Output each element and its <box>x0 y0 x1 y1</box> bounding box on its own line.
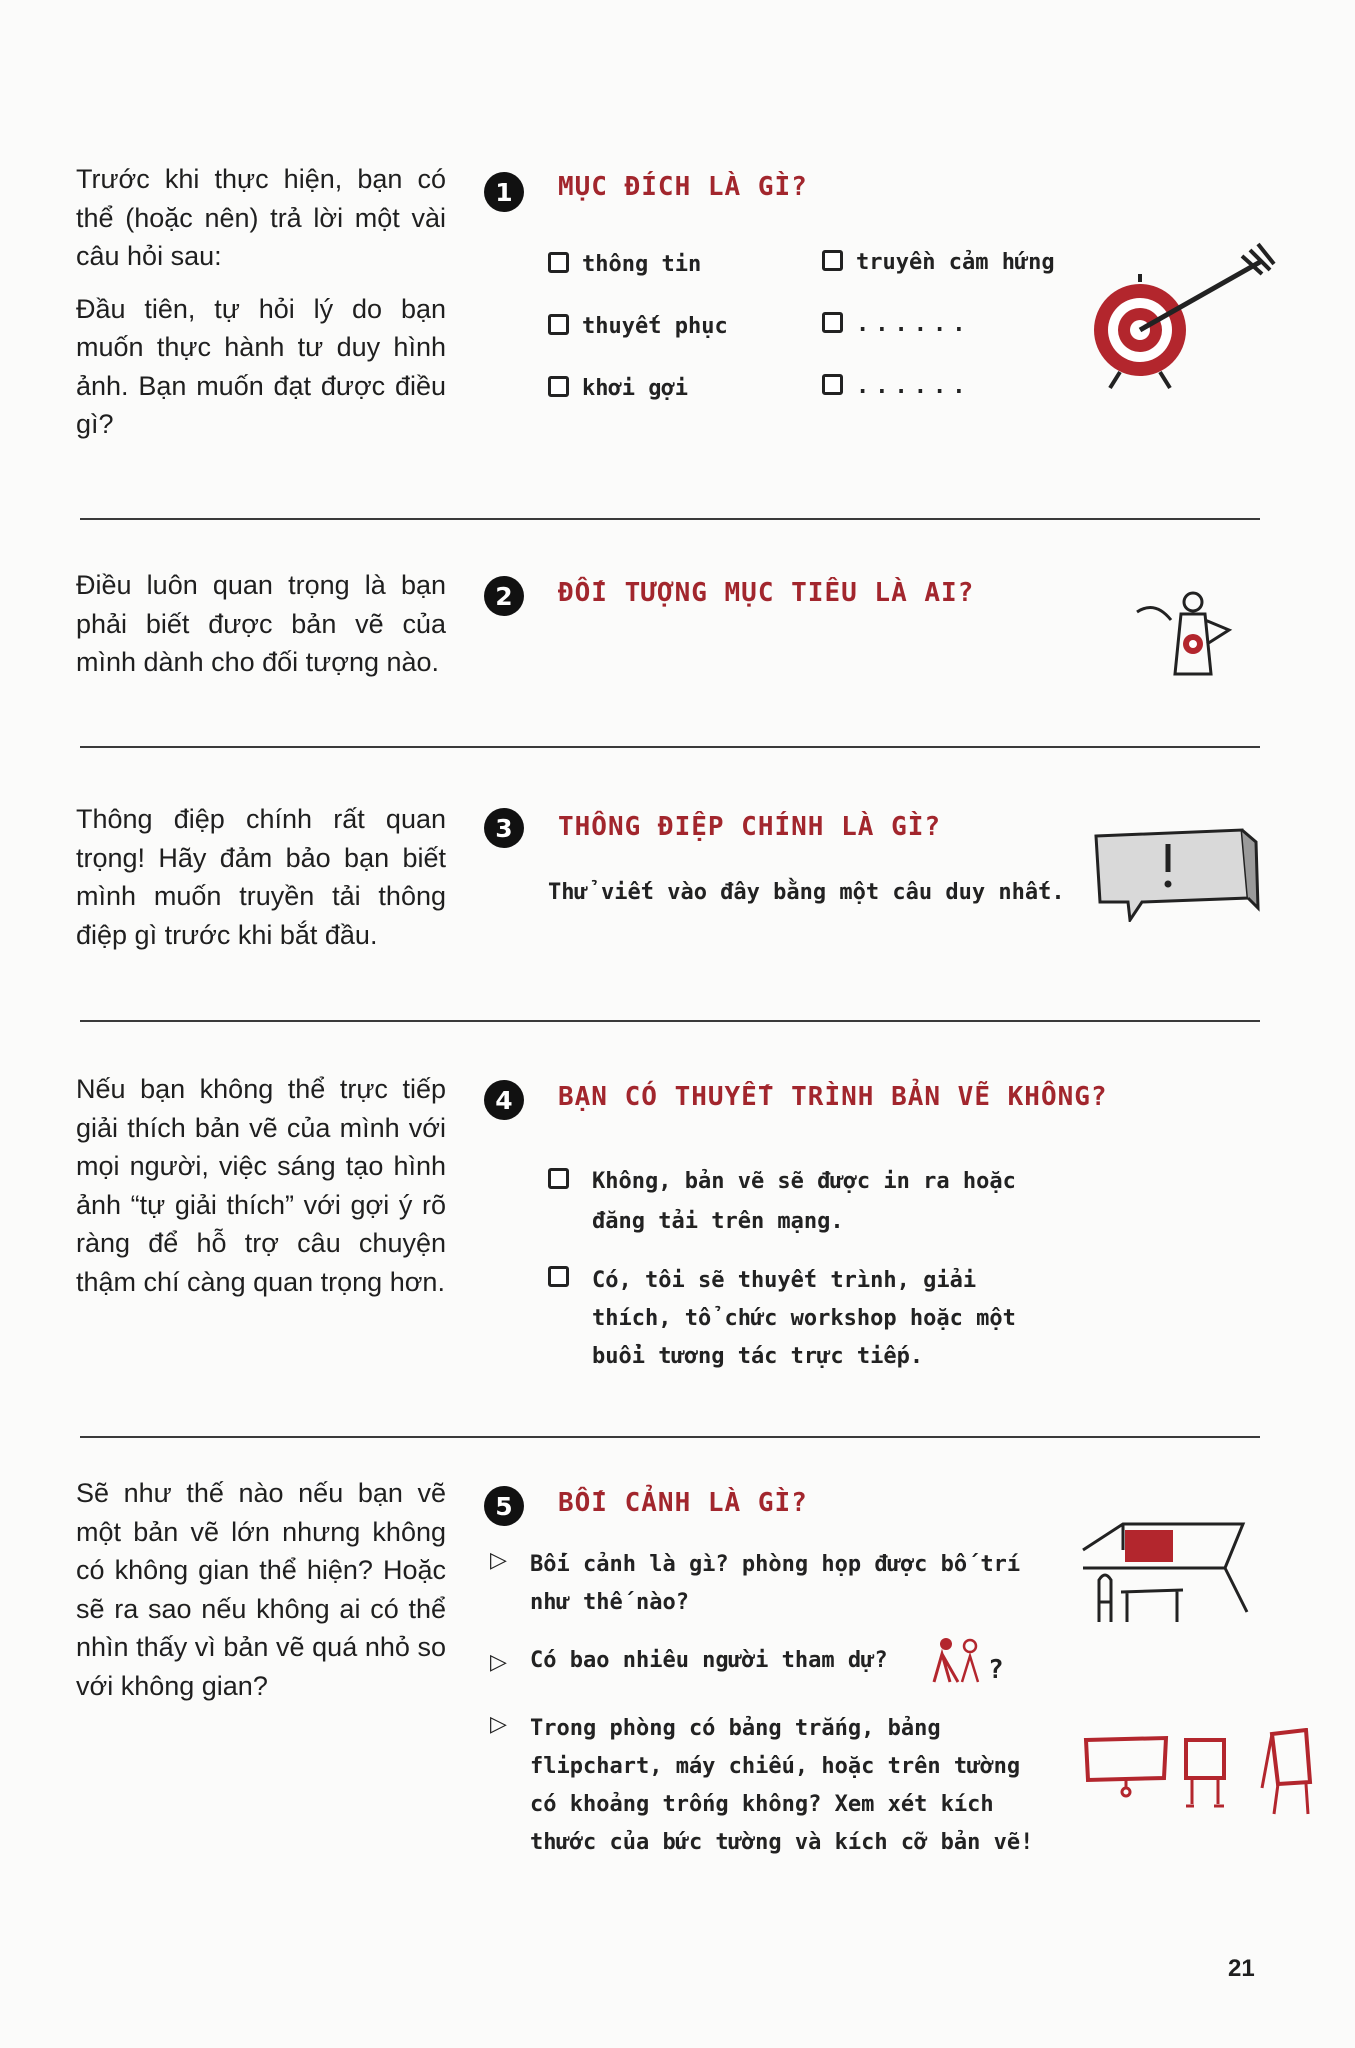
option-label: thuyết phục <box>582 314 728 339</box>
section-divider <box>80 518 1260 520</box>
page-number: 21 <box>1228 1955 1255 1982</box>
checkbox-inspire[interactable] <box>822 250 843 271</box>
section-4-heading: BẠN CÓ THUYẾT TRÌNH BẢN VẼ KHÔNG? <box>558 1082 1108 1112</box>
step-number-1: 1 <box>484 172 524 212</box>
intro-paragraph: Trước khi thực hiện, bạn có thể (hoặc nên) trả lời một vài câu hỏi sau: <box>76 164 446 271</box>
flipchart-icon <box>1258 1728 1314 1818</box>
audience-target-person-icon <box>1135 590 1235 680</box>
section-divider <box>80 1436 1260 1438</box>
section-4-intro <box>76 1070 446 1301</box>
bullet-triangle-icon: ▷ <box>490 1650 507 1675</box>
section-divider <box>80 1020 1260 1022</box>
option-label: truyền cảm hứng <box>856 250 1055 275</box>
section-3-heading: THÔNG ĐIỆP CHÍNH LÀ GÌ? <box>558 812 942 842</box>
bullet-triangle-icon: ▷ <box>490 1548 507 1573</box>
section-2-intro <box>76 566 446 682</box>
checkbox-evoke[interactable] <box>548 376 569 397</box>
meeting-room-icon <box>1075 1518 1255 1628</box>
context-bullet: Trong phòng có bảng trắng, bảng flipchart, máy chiếu, hoặc trên tường có khoảng trống không? Xem xét kích thước của bức tường và kích cỡ bản vẽ! <box>530 1716 1034 1855</box>
section-5-heading: BỐI CẢNH LÀ GÌ? <box>558 1488 808 1518</box>
intro-paragraph: Sẽ như thế nào nếu bạn vẽ một bản vẽ lớn nhưng không có không gian thể hiện? Hoặc sẽ ra sao nếu không ai có thể nhìn thấy vì bản vẽ quá nhỏ so với không gian? <box>76 1478 446 1701</box>
option-label: khơi gợi <box>582 376 688 401</box>
option-label: thông tin <box>582 252 702 277</box>
section-5-intro <box>76 1474 446 1705</box>
bullet-triangle-icon: ▷ <box>490 1712 507 1737</box>
step-number-4: 4 <box>484 1080 524 1120</box>
option-blank: ...... <box>856 374 972 399</box>
context-bullet: Bối cảnh là gì? phòng họp được bố trí như thế nào? <box>530 1552 1021 1615</box>
intro-paragraph: Điều luôn quan trọng là bạn phải biết được bản vẽ của mình dành cho đối tượng nào. <box>76 570 446 677</box>
section-divider <box>80 746 1260 748</box>
speech-bubble-exclamation-icon <box>1090 822 1260 922</box>
intro-paragraph: Nếu bạn không thể trực tiếp giải thích bản vẽ của mình với mọi người, việc sáng tạo hình ảnh “tự giải thích” với gợi ý rõ ràng để hỗ trợ câu chuyện thậm chí càng quan trọng hơn. <box>76 1074 446 1297</box>
step-number-5: 5 <box>484 1486 524 1526</box>
checkbox-information[interactable] <box>548 252 569 273</box>
option-blank: ...... <box>856 312 972 337</box>
context-bullet: Có bao nhiêu người tham dự? <box>530 1648 888 1673</box>
step-number-2: 2 <box>484 576 524 616</box>
checkbox-persuade[interactable] <box>548 314 569 335</box>
option-label: Có, tôi sẽ thuyết trình, giải thích, tổ chức workshop hoặc một buổi tương tác trực tiếp. <box>592 1268 1016 1369</box>
target-arrow-icon <box>1080 230 1280 390</box>
checkbox-other-1[interactable] <box>822 312 843 333</box>
message-prompt: Thử viết vào đây bằng một câu duy nhất. <box>548 880 1065 905</box>
svg-text:?: ? <box>988 1655 1004 1685</box>
section-2-heading: ĐỐI TƯỢNG MỤC TIÊU LÀ AI? <box>558 578 975 608</box>
section-1-heading: MỤC ĐÍCH LÀ GÌ? <box>558 172 808 202</box>
section-1-intro <box>76 160 446 444</box>
intro-paragraph: Thông điệp chính rất quan trọng! Hãy đảm bảo bạn biết mình muốn truyền tải thông điệp gì trước khi bắt đầu. <box>76 804 446 950</box>
option-label: Không, bản vẽ sẽ được in ra hoặc đăng tải trên mạng. <box>592 1169 1016 1234</box>
checkbox-presenting[interactable] <box>548 1266 569 1287</box>
checkbox-other-2[interactable] <box>822 374 843 395</box>
step-number-3: 3 <box>484 808 524 848</box>
checkbox-not-presenting[interactable] <box>548 1168 569 1189</box>
intro-paragraph: Đầu tiên, tự hỏi lý do bạn muốn thực hành tư duy hình ảnh. Bạn muốn đạt được điều gì? <box>76 293 446 439</box>
section-3-intro <box>76 800 446 954</box>
people-question-icon <box>930 1636 1030 1686</box>
